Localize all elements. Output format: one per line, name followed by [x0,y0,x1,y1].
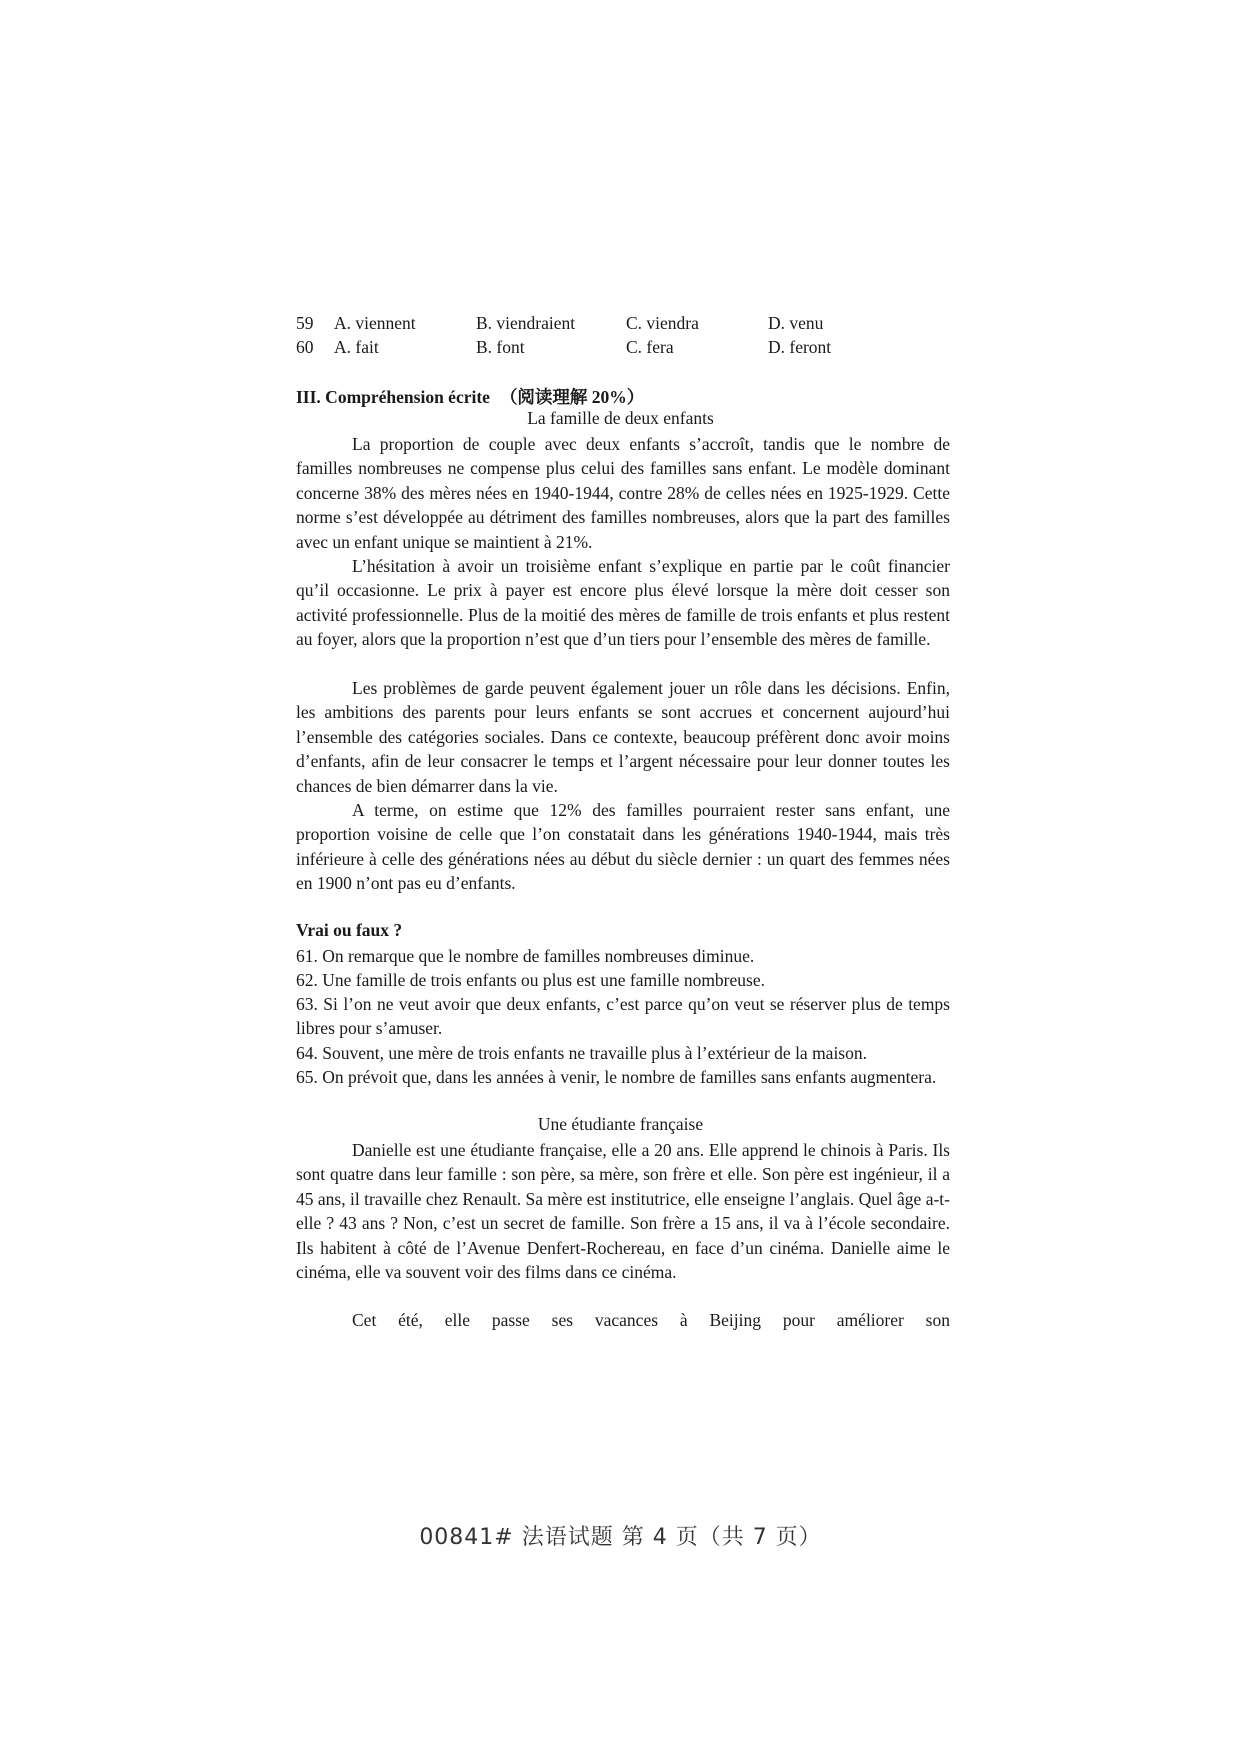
page-footer: 00841# 法语试题 第 4 页（共 7 页） [419,1525,822,1550]
statement: 64. Souvent, une mère de trois enfants ne travaille plus à l’extérieur de la maison. [296,1043,867,1063]
option-d: D. venu [768,313,824,333]
statement: 61. On remarque que le nombre de familles nombreuses diminue. [296,946,755,966]
statement: 62. Une famille de trois enfants ou plus est une famille nombreuse. [296,970,765,990]
option-c: C. viendra [626,313,699,333]
question-number: 60 [296,337,314,357]
text1-paragraph: La proportion de couple avec deux enfants s’accroît, tandis que le nombre de familles nombreuses ne compense plus celui des familles sans enfant. Le modèle dominant concerne 38% des mères nées en 1940-1944, contre 28% de celles nées en 1925-1929. Cette norme s’est développée au détriment des familles nombreuses, alors que la part des familles avec un enfant unique se maintient à 21%. [296,434,950,552]
text1-paragraph: Les problèmes de garde peuvent également jouer un rôle dans les décisions. Enfin, les ambitions des parents pour leurs enfants se sont accrues et concernent aujourd’hui l’ensemble des catégories sociales. Dans ce contexte, beaucoup préfèrent donc avoir moins d’enfants, afin de leur consacrer le temps et l’argent nécessaire pour leur donner toutes les chances de bien démarrer dans la vie. [296,678,950,796]
statement: 65. On prévoit que, dans les années à venir, le nombre de familles sans enfants augmentera. [296,1067,937,1087]
text1-title: La famille de deux enfants [527,408,714,428]
vrai-faux-title: Vrai ou faux ? [296,920,403,940]
option-d: D. feront [768,337,832,357]
text1-paragraph: A terme, on estime que 12% des familles pourraient rester sans enfant, une proportion voisine de celle que l’on constatait dans les générations 1940-1944, mais très inférieure à celle des générations nées au début du siècle dernier : un quart des femmes nées en 1900 n’ont pas eu d’enfants. [296,800,950,894]
section-heading-cn: （阅读理解 20%） [499,387,645,407]
text2-paragraph: Cet été, elle passe ses vacances à Beijing pour améliorer son [352,1310,950,1330]
text1-paragraph: L’hésitation à avoir un troisième enfant s’explique en partie par le coût financier qu’il occasionne. Le prix à payer est encore plus élevé lorsque la mère doit cesser son activité professionnelle. Plus de la moitié des mères de famille de trois enfants et plus restent au foyer, alors que la proportion n’est que d’un tiers pour l’ensemble des mères de famille. [296,556,950,650]
question-number: 59 [296,313,314,333]
option-b: B. viendraient [476,313,576,333]
section-heading-fr: III. Compréhension écrite [296,387,490,407]
section-heading [296,384,644,409]
option-c: C. fera [626,337,674,357]
option-a: A. viennent [334,313,416,333]
option-b: B. font [476,337,525,357]
text2-paragraph: Danielle est une étudiante française, elle a 20 ans. Elle apprend le chinois à Paris. Ils sont quatre dans leur famille : son père, sa mère, son frère et elle. Son père est ingénieur, il a 45 ans, il travaille chez Renault. Sa mère est institutrice, elle enseigne l’anglais. Quel âge a-t-elle ? 43 ans ? Non, c’est un secret de famille. Son frère a 15 ans, il va à l’école secondaire. Ils habitent à côté de l’Avenue Denfert-Rochereau, en face d’un cinéma. Danielle aime le cinéma, elle va souvent voir des films dans ce cinéma. [296,1140,950,1283]
text2-title: Une étudiante française [537,1114,704,1134]
option-a: A. fait [334,337,379,357]
statement: 63. Si l’on ne veut avoir que deux enfants, c’est parce qu’on veut se réserver plus de temps libres pour s’amuser. [296,994,950,1039]
